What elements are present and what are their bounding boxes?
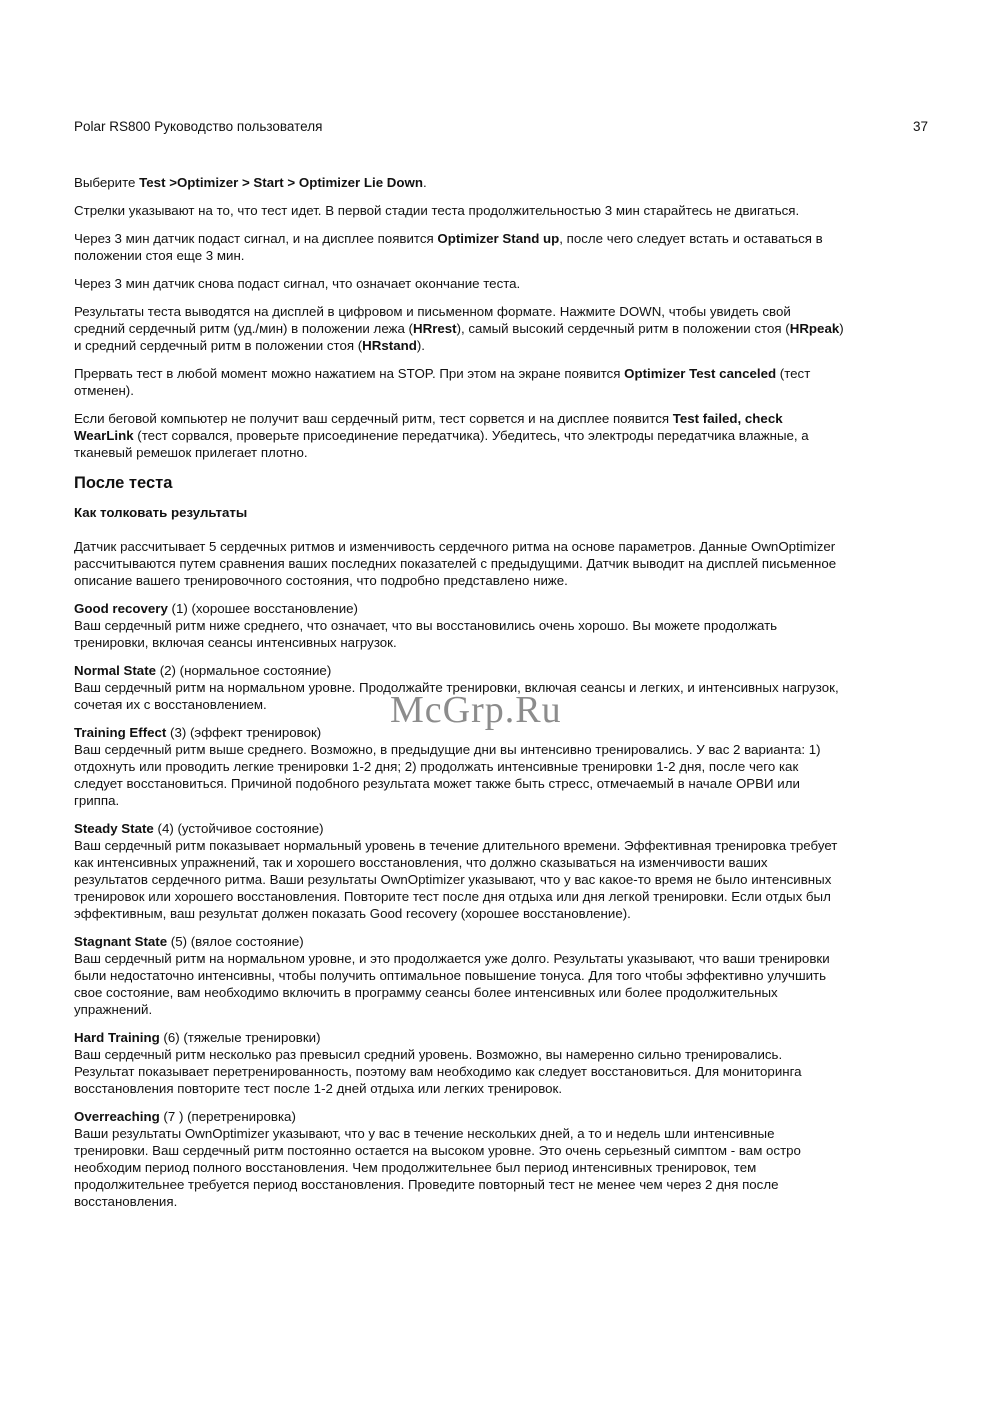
paragraph-stop: Прервать тест в любой момент можно нажатием на STOP. При этом на экране появится Optimizer Test canceled (тест отменен). — [74, 366, 811, 398]
section-title: После теста — [74, 474, 173, 492]
state-entry: Training Effect (3) (эффект тренировок) Ваш сердечный ритм выше среднего. Возможно, в предыдущие дни вы интенсивно тренировались. У вас 2 варианта: 1) отдохнуть или проводить легкие тренировки 1-2 дня; 2) продолжать интенсивные тренировки 1-2 дня, после чего как следует восстановиться. Причиной подобного результата может также быть стресс, отмечаемый в начале ОРВИ или гриппа. — [74, 725, 821, 808]
section-intro: Датчик рассчитывает 5 сердечных ритмов и изменчивость сердечного ритма на основе параметров. Данные OwnOptimizer рассчитываются путем сравнения ваших последних показателей с предыдущими. Датчик выводит на дисплей письменное описание вашего тренировочного состояния, что подробно представлено ниже. — [74, 539, 837, 588]
state-entry: Overreaching (7 ) (перетренировка) Ваши результаты OwnOptimizer указывают, что у вас в течение нескольких дней, а то и недель шли интенсивные тренировки. Ваш сердечный ритм постоянно остается на высоком уровне. Это очень серьезный симптом - вам остро необходим период полного восстановления. Чем продолжительнее был период интенсивных тренировок, тем продолжительнее требуется период восстановления. Проведите повторный тест не менее чем через 2 дня после восстановления. — [74, 1109, 801, 1209]
paragraph-stand-up: Через 3 мин датчик подаст сигнал, и на дисплее появится Optimizer Stand up, после чего следует встать и оставаться в положении стоя еще 3 мин. — [74, 231, 823, 263]
state-entry: Steady State (4) (устойчивое состояние) Ваш сердечный ритм показывает нормальный уровень в течение длительного времени. Эффективная тренировка требует как интенсивных упражнений, так и хорошего восстановления, что должно сказываться на изменчивости ваших результатов сердечного ритма. Ваши результаты OwnOptimizer указывают, что у вас какое-то время не было интенсивных тренировок или хорошего восстановления. Повторите тест после дня отдыха или дня легкой тренировки. Если отдых был эффективным, ваш результат должен показать Good recovery (хорошее восстановление). — [74, 821, 838, 921]
state-entry: Stagnant State (5) (вялое состояние) Ваш сердечный ритм на нормальном уровне, и это продолжается уже долго. Результаты указывают, что ваши тренировки были недостаточно интенсивны, чтобы получить оптимальное повышение тонуса. Для того чтобы эффективно улучшить свое состояние, вам необходимо включить в программу сеансы более интенсивных или более продолжительных упражнений. — [74, 934, 830, 1017]
state-entry: Good recovery (1) (хорошее восстановление) Ваш сердечный ритм ниже среднего, что означает, что вы восстановились очень хорошо. Вы можете продолжать тренировки, включая сеансы интенсивных нагрузок. — [74, 601, 778, 650]
watermark: McGrp.Ru — [390, 689, 562, 731]
menu-path: Test >Optimizer > Start > Optimizer Lie Down — [139, 175, 423, 190]
paragraph-test-failed: Если беговой компьютер не получит ваш сердечный ритм, тест сорвется и на дисплее появится Test failed, check WearLink (тест сорвался, проверьте присоединение передатчика). Убедитесь, что электроды передатчика влажные, а тканевый ремешок прилегает плотно. — [74, 411, 809, 460]
section-subtitle: Как толковать результаты — [74, 505, 248, 520]
paragraph-arrows: Стрелки указывают на то, что тест идет. В первой стадии теста продолжительностью 3 мин старайтесь не двигаться. — [74, 203, 800, 218]
select-instruction: Выберите Test >Optimizer > Start > Optimizer Lie Down. — [74, 175, 427, 190]
page-number: 37 — [912, 119, 928, 134]
state-entry: Normal State (2) (нормальное состояние) Ваш сердечный ритм на нормальном уровне. Продолжайте тренировки, включая сеансы и легких, и интенсивных нагрузок, сочетая их с восстановлением. — [74, 663, 839, 712]
document-title: Polar RS800 Руководство пользователя — [74, 119, 323, 134]
paragraph-end-signal: Через 3 мин датчик снова подаст сигнал, что означает окончание теста. — [74, 276, 521, 291]
paragraph-results: Результаты теста выводятся на дисплей в цифровом и письменном формате. Нажмите DOWN, чтобы увидеть свой средний сердечный ритм (уд./мин) в положении лежа (HRrest), самый высокий сердечный ритм в положении стоя (HRpeak) и средний сердечный ритм в положении стоя (HRstand). — [74, 304, 844, 353]
state-entry: Hard Training (6) (тяжелые тренировки) Ваш сердечный ритм несколько раз превысил средний уровень. Возможно, вы намеренно сильно тренировались. Результат показывает перетренированность, поэтому вам необходимо как следует восстановиться. Для мониторинга восстановления повторите тест после 1-2 дней отдыха или легких тренировок. — [74, 1030, 802, 1096]
page-header — [74, 119, 928, 139]
